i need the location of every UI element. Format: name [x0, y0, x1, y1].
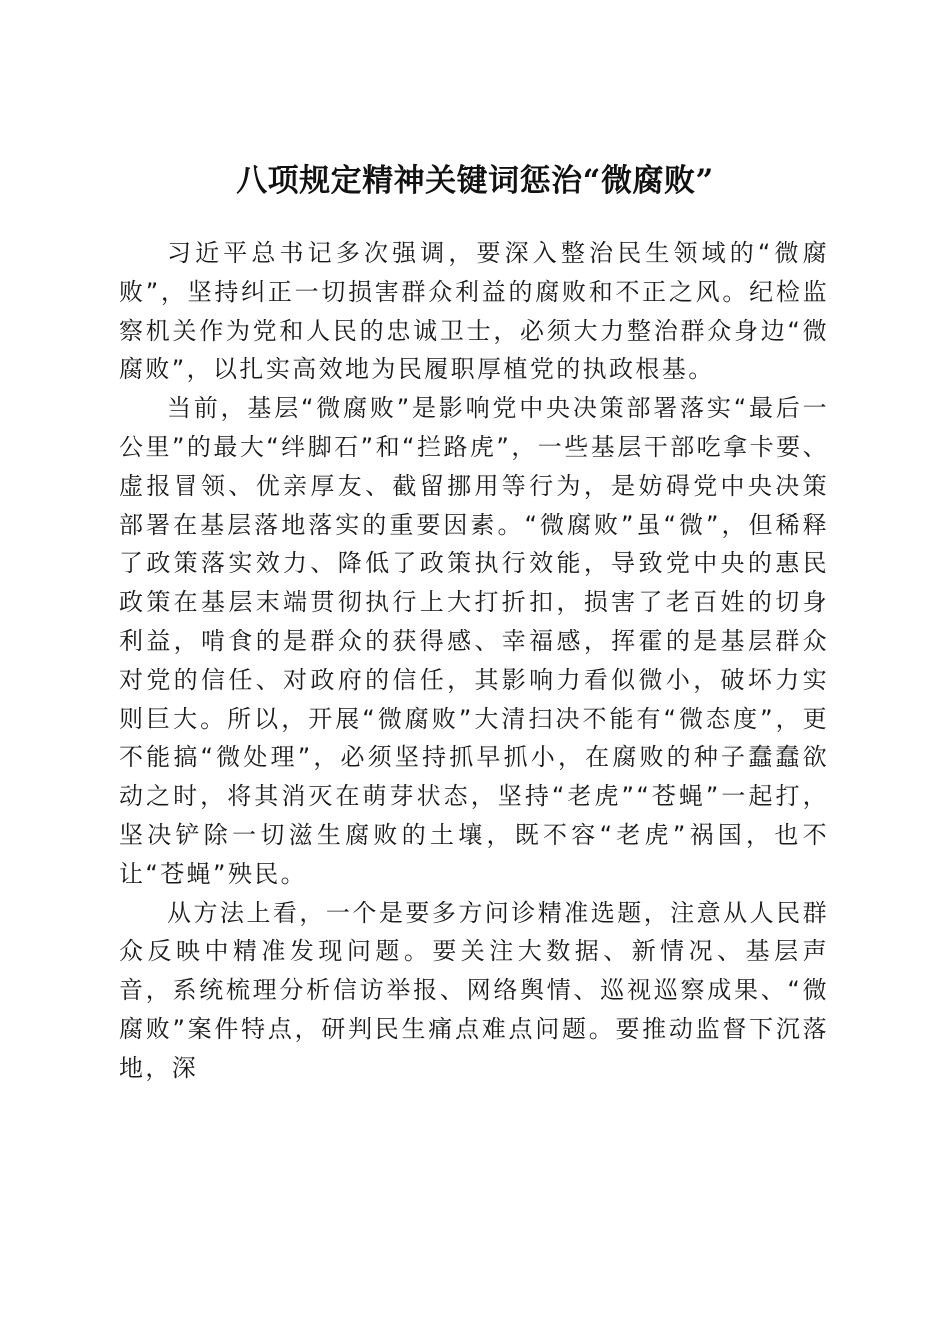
document-body [119, 234, 829, 1088]
document-title: 八项规定精神关键词惩治“微腐败” [236, 162, 714, 199]
paragraph-1: 习近平总书记多次强调，要深入整治民生领域的“微腐败”，坚持纠正一切损害群众利益的腐败和不正之风。纪检监察机关作为党和人民的忠诚卫士，必须大力整治群众身边“微腐败”，以扎实高效地为民履职厚植党的执政根基。 [119, 239, 829, 384]
paragraph-3: 从方法上看，一个是要多方问诊精准选题，注意从人民群众反映中精准发现问题。要关注大数据、新情况、基层声音，系统梳理分析信访举报、网络舆情、巡视巡察成果、“微腐败”案件特点，研判民生痛点难点问题。要推动监督下沉落地，深 [119, 898, 829, 1082]
paragraph-2: 当前，基层“微腐败”是影响党中央决策部署落实“最后一公里”的最大“绊脚石”和“拦路虎”，一些基层干部吃拿卡要、虚报冒领、优亲厚友、截留挪用等行为，是妨碍党中央决策部署在基层落地落实的重要因素。“微腐败”虽“微”，但稀释了政策落实效力、降低了政策执行效能，导致党中央的惠民政策在基层末端贯彻执行上大打折扣，损害了老百姓的切身利益，啃食的是群众的获得感、幸福感，挥霍的是基层群众对党的信任、对政府的信任，其影响力看似微小，破坏力实则巨大。所以，开展“微腐败”大清扫决不能有“微态度”，更不能搞“微处理”，必须坚持抓早抓小，在腐败的种子蠢蠢欲动之时，将其消灭在萌芽状态，坚持“老虎”“苍蝇”一起打，坚决铲除一切滋生腐败的土壤，既不容“老虎”祸国，也不让“苍蝇”殃民。 [119, 394, 829, 888]
